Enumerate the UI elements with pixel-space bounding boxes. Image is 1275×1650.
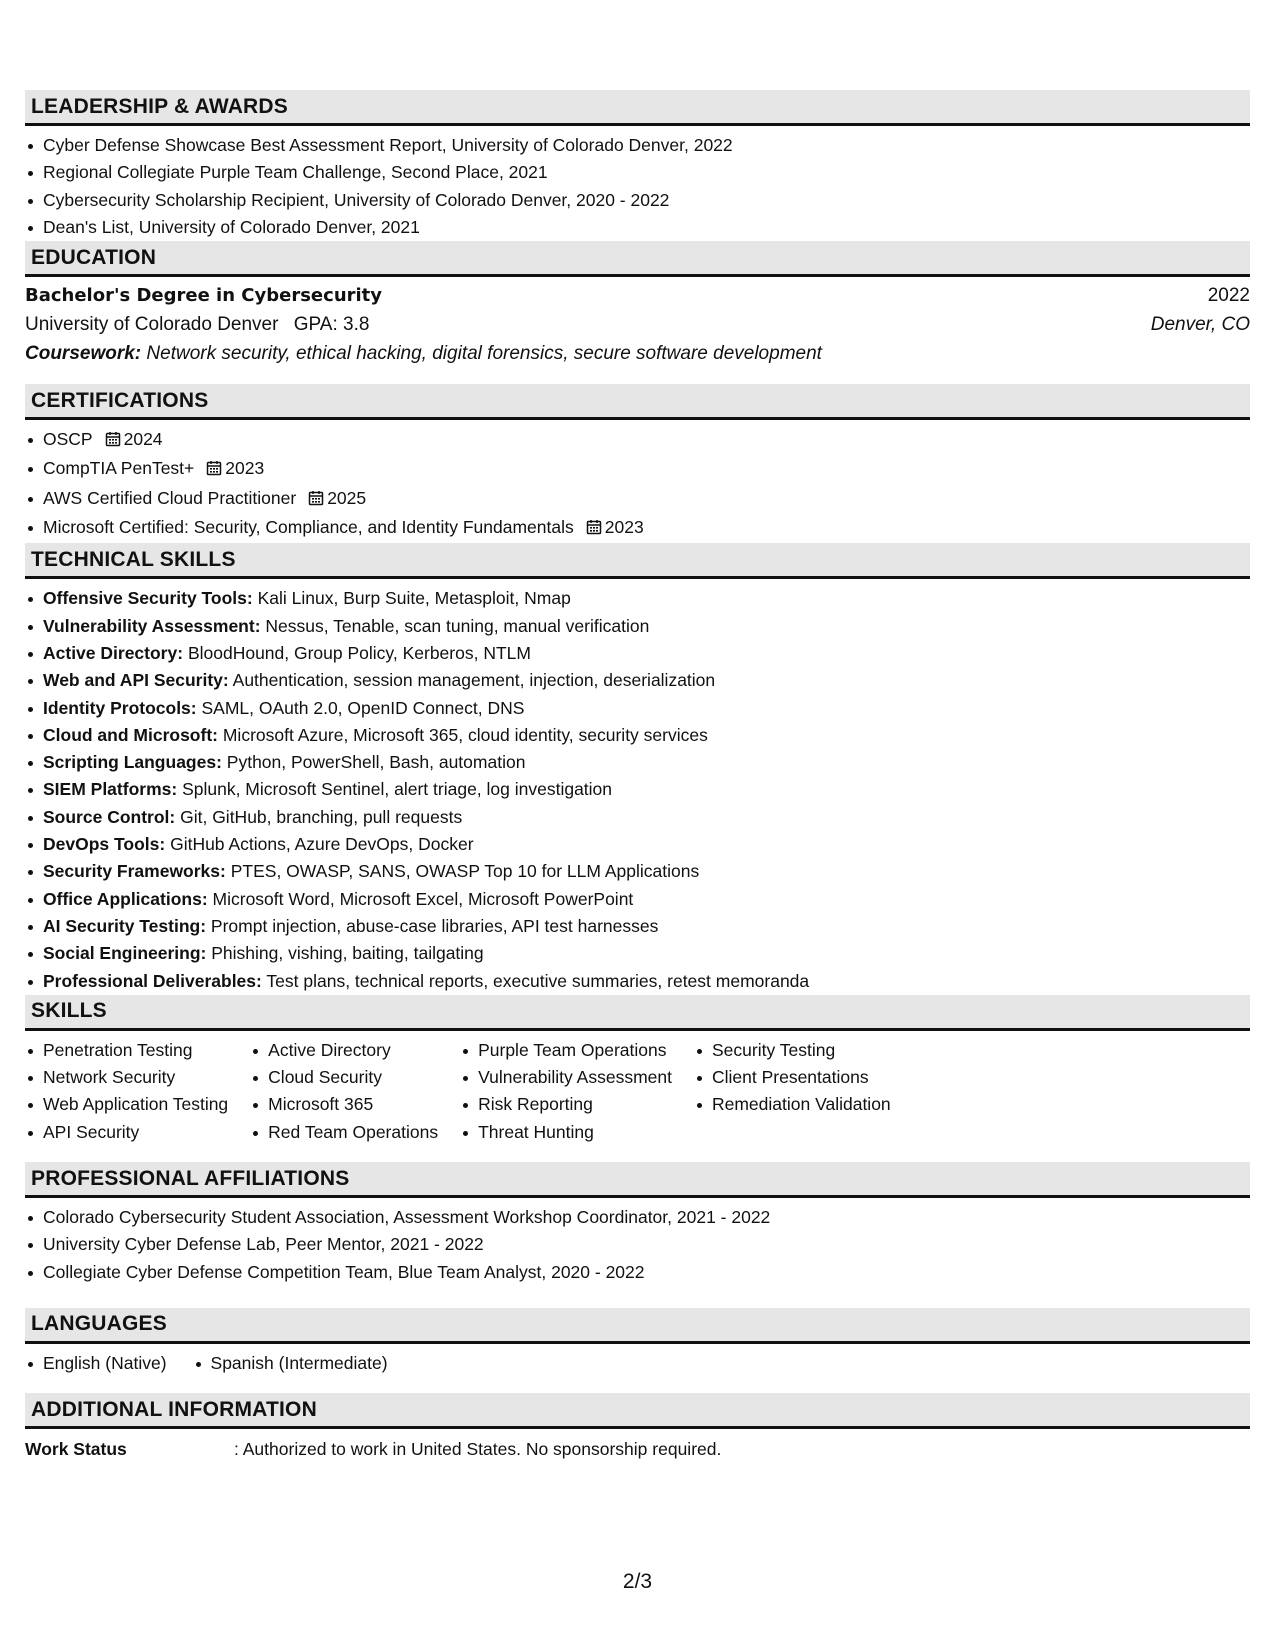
list-item: Colorado Cybersecurity Student Association, Assessment Workshop Coordinator, 2021 - 2022 [25,1204,1250,1231]
calendar-icon [586,516,602,543]
list-item: Penetration Testing [25,1037,228,1064]
skill-label: Office Applications: [43,888,208,909]
list-item: University Cyber Defense Lab, Peer Mentor, 2021 - 2022 [25,1231,1250,1258]
skill-label: Security Frameworks: [43,861,226,882]
list-item: Dean's List, University of Colorado Denver, 2021 [25,214,1250,241]
skills-column [250,1037,438,1146]
resume-page [25,90,1250,1463]
list-item: Web Application Testing [25,1091,228,1118]
school-name: University of Colorado Denver [25,314,279,336]
school-location: Denver, CO [1150,314,1250,336]
list-item [25,695,1250,722]
section-title: CERTIFICATIONS [31,388,209,412]
section-header-education [25,241,1250,277]
section-header-affiliations [25,1162,1250,1198]
section-title: LANGUAGES [31,1312,167,1336]
skill-label: Social Engineering: [43,943,207,964]
list-item [25,613,1250,640]
languages-list [193,1350,388,1377]
skill-label: Source Control: [43,806,176,827]
skill-value: GitHub Actions, Azure DevOps, Docker [170,834,474,855]
skill-value: Splunk, Microsoft Sentinel, alert triage, log investigation [182,779,613,800]
list-item [25,804,1250,831]
list-item: Microsoft 365 [250,1091,438,1118]
skill-value: Microsoft Azure, Microsoft 365, cloud identity, security services [222,724,708,745]
list-item: Remediation Validation [694,1091,891,1118]
list-item [25,940,1250,967]
skill-value: PTES, OWASP, SANS, OWASP Top 10 for LLM Applications [230,861,700,882]
skill-value: Microsoft Word, Microsoft Excel, Microsoft PowerPoint [212,888,634,909]
section-header-certifications [25,384,1250,420]
section-header-additional [25,1393,1250,1429]
list-item [25,913,1250,940]
certification-item [25,485,1250,514]
skill-value: BloodHound, Group Policy, Kerberos, NTLM [187,642,531,663]
section-title: LEADERSHIP & AWARDS [31,94,288,118]
skill-value: Nessus, Tenable, scan tuning, manual verification [265,615,650,636]
list-item [25,585,1250,612]
list-item [25,968,1250,995]
list-item: Threat Hunting [460,1119,672,1146]
section-header-languages [25,1308,1250,1344]
skill-value: Test plans, technical reports, executive summaries, retest memoranda [266,970,810,991]
list-item: Purple Team Operations [460,1037,672,1064]
skill-label: Cloud and Microsoft: [43,724,218,745]
list-item [25,667,1250,694]
list-item [25,886,1250,913]
skill-label: Active Directory: [43,642,184,663]
list-item: Network Security [25,1064,228,1091]
work-status-label: Work Status [25,1439,127,1460]
list-item: Regional Collegiate Purple Team Challenge, Second Place, 2021 [25,159,1250,186]
certification-name: AWS Certified Cloud Practitioner [43,487,297,508]
list-item [25,776,1250,803]
calendar-icon [105,428,121,455]
section-header-skills [25,995,1250,1031]
skill-label: Web and API Security: [43,670,229,691]
affiliations-list [25,1204,1250,1286]
certification-name: Microsoft Certified: Security, Compliance, and Identity Fundamentals [43,517,574,538]
skill-label: Identity Protocols: [43,697,197,718]
skill-value: Authentication, session management, injection, deserialization [232,670,716,691]
skills-grid [25,1037,1250,1146]
coursework-label: Coursework: [25,343,142,365]
list-item [25,858,1250,885]
skills-column [460,1037,672,1146]
calendar-icon [206,457,222,484]
section-title: PROFESSIONAL AFFILIATIONS [31,1166,350,1190]
skill-label: Professional Deliverables: [43,970,262,991]
certification-year: 2024 [123,429,163,450]
section-title: TECHNICAL SKILLS [31,547,236,571]
skill-value: Git, GitHub, branching, pull requests [180,806,463,827]
technical-skills-list [25,585,1250,994]
skill-value: Prompt injection, abuse-case libraries, API test harnesses [210,915,659,936]
list-item: API Security [25,1119,228,1146]
certification-year: 2025 [327,487,367,508]
list-item: Spanish (Intermediate) [193,1350,388,1377]
list-item: Vulnerability Assessment [460,1064,672,1091]
skill-label: Offensive Security Tools: [43,588,253,609]
work-status-row [25,1435,1250,1463]
list-item: Active Directory [250,1037,438,1064]
section-title: ADDITIONAL INFORMATION [31,1397,317,1421]
skill-label: SIEM Platforms: [43,779,178,800]
list-item [25,831,1250,858]
list-item: English (Native) [25,1350,167,1377]
education-block [25,281,1250,368]
list-item [25,722,1250,749]
skill-value: SAML, OAuth 2.0, OpenID Connect, DNS [201,697,525,718]
skill-value: Phishing, vishing, baiting, tailgating [211,943,484,964]
section-title: SKILLS [31,999,107,1023]
section-header-technical-skills [25,543,1250,579]
graduation-year: 2022 [1207,285,1250,307]
certification-item [25,514,1250,543]
list-item: Cyber Defense Showcase Best Assessment Report, University of Colorado Denver, 2022 [25,132,1250,159]
degree-title: Bachelor's Degree in Cybersecurity [25,285,383,307]
section-header-leadership [25,90,1250,126]
list-item: Risk Reporting [460,1091,672,1118]
certification-name: OSCP [43,429,93,450]
list-item [25,640,1250,667]
list-item: Cloud Security [250,1064,438,1091]
gpa: GPA: 3.8 [293,314,370,336]
certification-item [25,426,1250,455]
leadership-list [25,132,1250,241]
certifications-list [25,426,1250,543]
list-item [25,749,1250,776]
skill-value: Python, PowerShell, Bash, automation [226,752,526,773]
certification-year: 2023 [604,517,644,538]
list-item: Red Team Operations [250,1119,438,1146]
skills-column [694,1037,891,1146]
work-status-value: : Authorized to work in United States. No sponsorship required. [234,1439,722,1460]
list-item: Client Presentations [694,1064,891,1091]
list-item: Security Testing [694,1037,891,1064]
certification-year: 2023 [225,458,265,479]
certification-name: CompTIA PenTest+ [43,458,195,479]
list-item: Cybersecurity Scholarship Recipient, University of Colorado Denver, 2020 - 2022 [25,187,1250,214]
skills-column [25,1037,228,1146]
skill-label: AI Security Testing: [43,915,207,936]
page-number: 2/3 [622,1570,653,1593]
languages-row [25,1350,1250,1377]
skill-value: Kali Linux, Burp Suite, Metasploit, Nmap [257,588,571,609]
certification-item [25,455,1250,484]
calendar-icon [308,487,324,514]
list-item: Collegiate Cyber Defense Competition Team, Blue Team Analyst, 2020 - 2022 [25,1259,1250,1286]
coursework: Network security, ethical hacking, digital forensics, secure software development [146,343,822,365]
section-title: EDUCATION [31,245,157,269]
skill-label: Vulnerability Assessment: [43,615,261,636]
languages-list [25,1350,167,1377]
skill-label: Scripting Languages: [43,752,222,773]
skill-label: DevOps Tools: [43,834,166,855]
